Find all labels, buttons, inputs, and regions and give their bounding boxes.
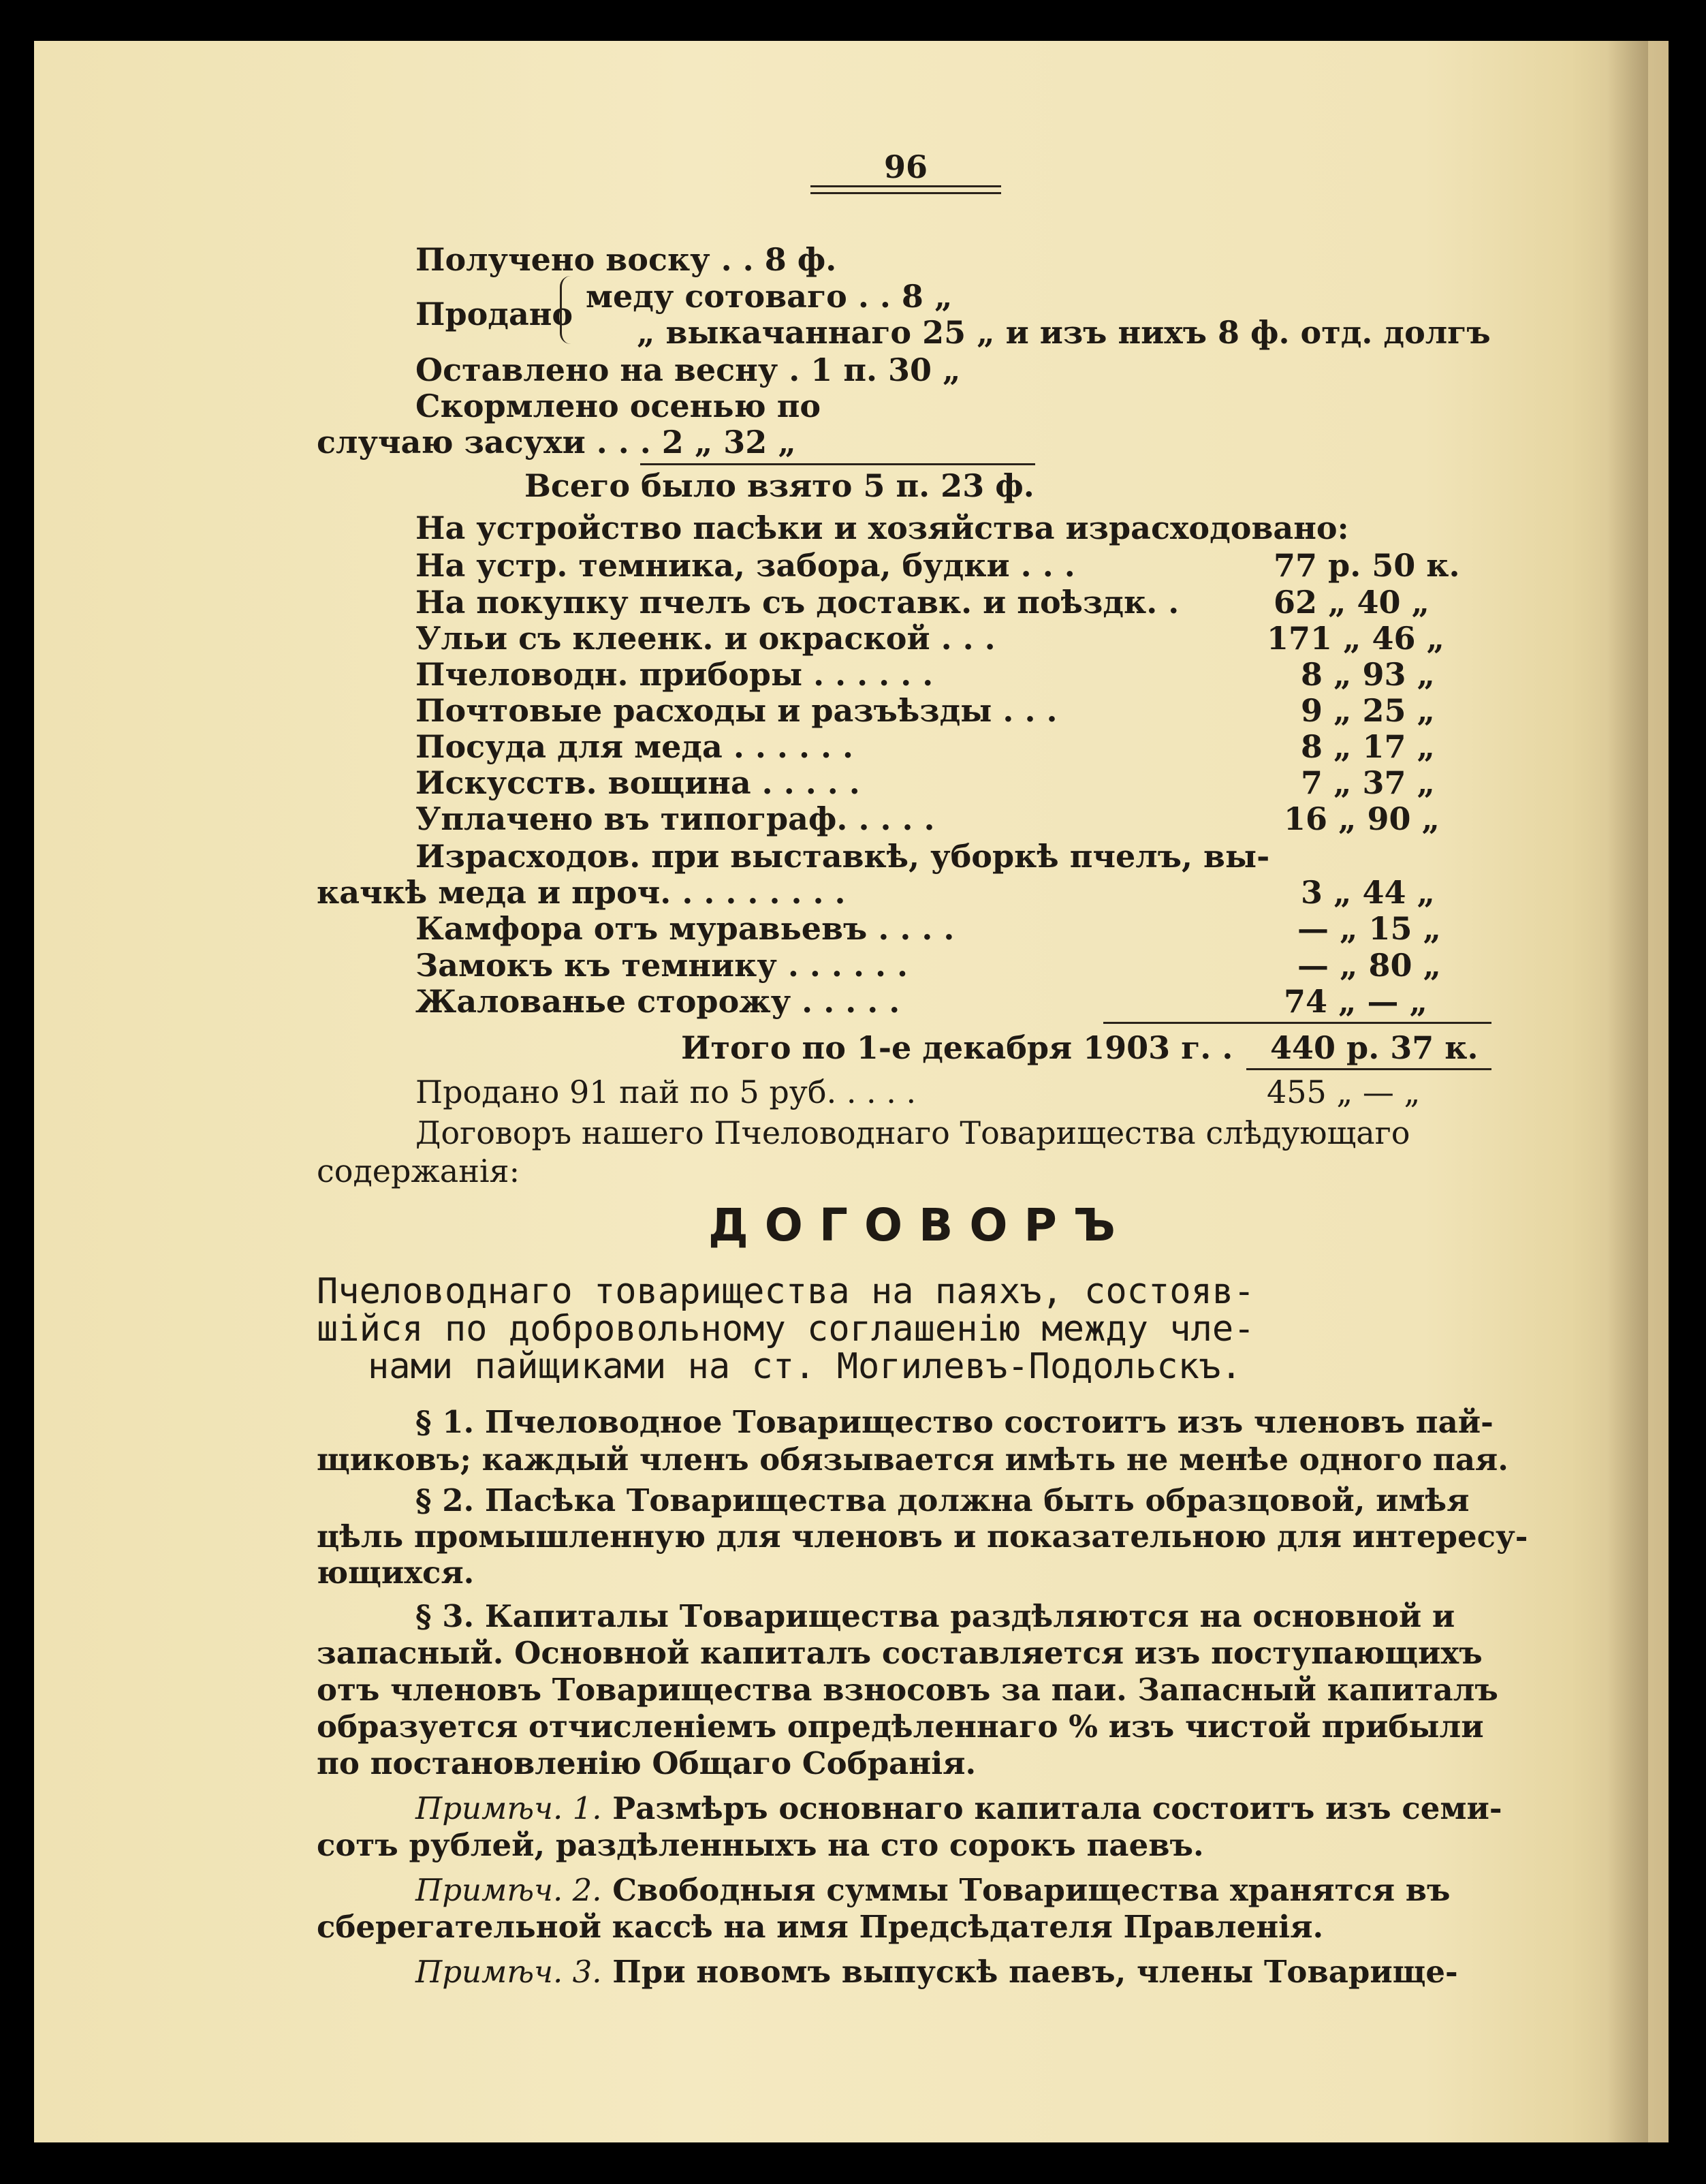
note-1-text: Размѣръ основнаго капитала состоитъ изъ семи-	[601, 1790, 1502, 1826]
contract-subtitle-line: шійся по добровольному соглашенію между чле-	[317, 1309, 1255, 1350]
ledger-line-total: Всего было взято 5 п. 23 ф.	[524, 467, 1034, 504]
section-3-line: по постановленію Общаго Собранія.	[317, 1745, 977, 1781]
section-1-line: § 1. Пчеловодное Товарищество состоитъ изъ членовъ пай-	[415, 1404, 1494, 1440]
expense-amount: 62 „ 40 „	[1274, 584, 1429, 621]
note-3-line	[415, 1954, 1458, 1990]
expense-amount: 7 „ 37 „	[1301, 764, 1435, 801]
expense-label: Пчеловодн. приборы . . . . . .	[415, 656, 934, 693]
expense-label: Замокъ къ темнику . . . . . .	[415, 947, 909, 984]
note-1-line	[415, 1790, 1502, 1826]
note-1-line: сотъ рублей, раздѣленныхъ на сто сорокъ паевъ.	[317, 1827, 1204, 1863]
expense-amount: 9 „ 25 „	[1301, 692, 1435, 729]
note-3-text: При новомъ выпускѣ паевъ, члены Товарище-	[601, 1954, 1458, 1990]
page-number-rule	[810, 185, 1001, 187]
expense-amount: 171 „ 46 „	[1267, 620, 1444, 657]
ledger-line-wax: Получено воску . . 8 ф.	[415, 241, 837, 278]
section-3-line: отъ членовъ Товарищества взносовъ за паи. Запасный капиталъ	[317, 1672, 1498, 1708]
shares-sold-label: Продано 91 пай по 5 руб. . . . .	[415, 1074, 917, 1110]
expense-amount: 77 р. 50 к.	[1274, 547, 1460, 584]
expenses-heading: На устройство пасѣки и хозяйства израсходовано:	[415, 510, 1349, 546]
expense-amount: 3 „ 44 „	[1301, 874, 1435, 911]
section-2-line: цѣль промышленную для членовъ и показательною для интересу-	[317, 1518, 1528, 1555]
expense-amount: 8 „ 93 „	[1301, 656, 1435, 693]
contract-title: ДОГОВОРЪ	[708, 1199, 1132, 1251]
brace-mark	[560, 276, 574, 344]
note-2-line: сберегательной кассѣ на имя Предсѣдателя Правленія.	[317, 1909, 1324, 1945]
contract-intro-line: содержанія:	[317, 1153, 520, 1189]
expense-amount: 8 „ 17 „	[1301, 728, 1435, 765]
expense-label: Жалованье сторожу . . . . .	[415, 983, 900, 1020]
page-number: 96	[883, 149, 928, 185]
note-2-text: Свободныя суммы Товарищества хранятся въ	[601, 1872, 1451, 1908]
contract-subtitle-line: нами пайщиками на ст. Могилевъ-Подольскъ.	[368, 1346, 1242, 1387]
ledger-line-sold-comb: меду сотоваго . . 8 „	[586, 278, 953, 315]
expense-label: Израсходов. при выставкѣ, уборкѣ пчелъ, вы-	[415, 838, 1270, 875]
sum-rule	[640, 463, 1035, 465]
expense-label: качкѣ меда и проч. . . . . . . . .	[317, 874, 846, 911]
section-3-line: образуется отчисленіемъ опредѣленнаго % изъ чистой прибыли	[317, 1709, 1484, 1745]
expense-label: Камфора отъ муравьевъ . . . .	[415, 910, 955, 947]
section-2-line: ющихся.	[317, 1555, 475, 1591]
expense-label: Почтовые расходы и разъѣзды . . .	[415, 692, 1058, 729]
note-2-tag: Примѣч. 2.	[415, 1872, 602, 1908]
expense-label: Посуда для меда . . . . . .	[415, 728, 854, 765]
contract-intro-line: Договоръ нашего Пчеловоднаго Товарищества слѣдующаго	[415, 1114, 1410, 1151]
sum-rule	[1246, 1068, 1491, 1070]
ledger-line-sold-extracted: „ выкачаннаго 25 „ и изъ нихъ 8 ф. отд. долгъ	[637, 314, 1491, 351]
expense-amount: 74 „ — „	[1284, 983, 1427, 1020]
expense-label: Ульи съ клеенк. и окраской . . .	[415, 620, 996, 657]
shares-sold-amount: 455 „ — „	[1267, 1074, 1421, 1110]
expense-label: На устр. темника, забора, будки . . .	[415, 547, 1075, 584]
expense-label: Искусств. вощина . . . . .	[415, 764, 860, 801]
page-curl-shadow	[1607, 41, 1648, 2142]
expenses-total-label: Итого по 1-е декабря 1903 г. .	[681, 1029, 1233, 1066]
ledger-line-fed-autumn: Скормлено осенью по	[415, 388, 821, 424]
section-1-line: щиковъ; каждый членъ обязывается имѣть не менѣе одного пая.	[317, 1441, 1508, 1478]
contract-subtitle-line: Пчеловоднаго товарищества на паяхъ, состояв-	[317, 1271, 1255, 1312]
expense-label: На покупку пчелъ съ доставк. и поѣздк. .	[415, 584, 1180, 621]
section-3-line: § 3. Капиталы Товарищества раздѣляются на основной и	[415, 1598, 1455, 1634]
page-number-rule	[810, 192, 1001, 194]
section-3-line: запасный. Основной капиталъ составляется изъ поступающихъ	[317, 1635, 1483, 1671]
expense-amount: 16 „ 90 „	[1284, 800, 1440, 837]
sum-rule	[1103, 1022, 1491, 1024]
expense-amount: — „ 15 „	[1297, 910, 1441, 947]
ledger-line-sold-label: Продано	[415, 296, 573, 332]
note-2-line	[415, 1872, 1451, 1908]
note-3-tag: Примѣч. 3.	[415, 1954, 602, 1990]
expense-amount: — „ 80 „	[1297, 947, 1441, 984]
expenses-total-amount: 440 р. 37 к.	[1270, 1029, 1479, 1066]
ledger-line-left-spring: Оставлено на весну . 1 п. 30 „	[415, 352, 961, 388]
note-1-tag: Примѣч. 1.	[415, 1790, 602, 1826]
expense-label: Уплачено въ типограф. . . . .	[415, 800, 935, 837]
ledger-line-drought: случаю засухи . . . 2 „ 32 „	[317, 424, 796, 461]
section-2-line: § 2. Пасѣка Товарищества должна быть образцовой, имѣя	[415, 1482, 1470, 1518]
